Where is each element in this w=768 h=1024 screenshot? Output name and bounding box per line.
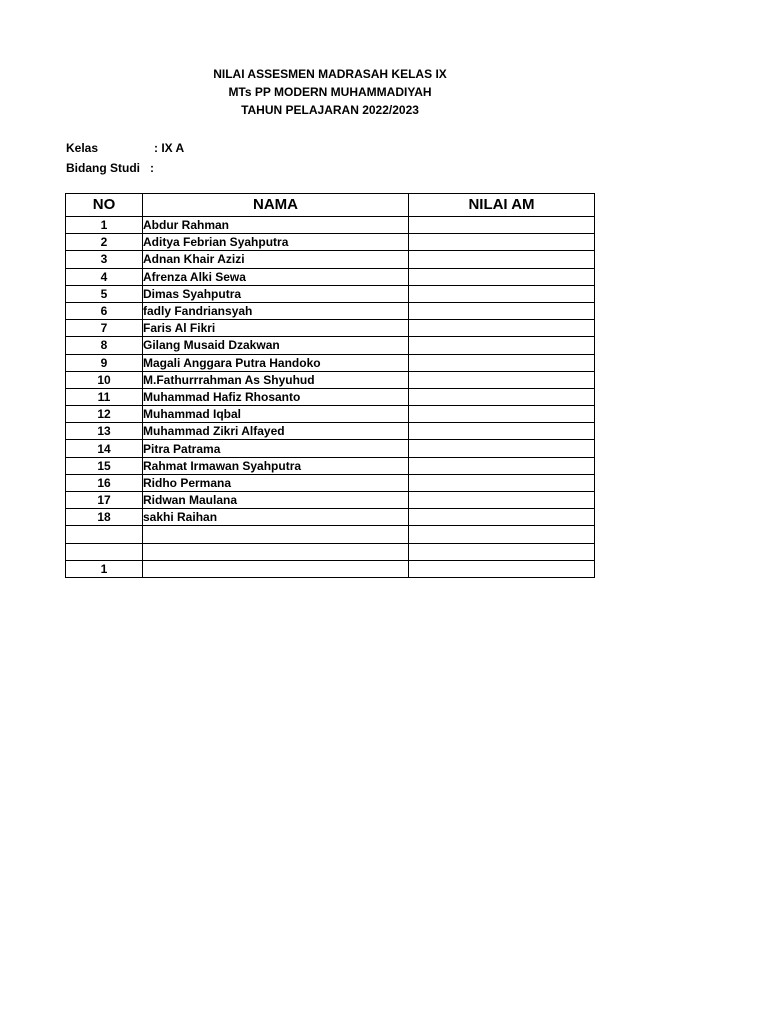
student-name: [143, 526, 409, 543]
grade-cell: [409, 406, 595, 423]
row-number: 15: [66, 457, 143, 474]
header-no: NO: [66, 194, 143, 217]
kelas-row: [66, 138, 184, 158]
student-name: Afrenza Alki Sewa: [143, 268, 409, 285]
kelas-label: Kelas: [66, 141, 99, 155]
table-row: [66, 388, 595, 405]
student-name: sakhi Raihan: [143, 509, 409, 526]
row-number: [66, 526, 143, 543]
row-number: 18: [66, 509, 143, 526]
header-year: TAHUN PELAJARAN 2022/2023: [241, 103, 419, 117]
student-name: Muhammad Iqbal: [143, 406, 409, 423]
row-number: [66, 543, 143, 560]
student-name: Abdur Rahman: [143, 217, 409, 234]
student-name: Gilang Musaid Dzakwan: [143, 337, 409, 354]
student-name: Dimas Syahputra: [143, 285, 409, 302]
row-number: 16: [66, 474, 143, 491]
row-number: 1: [66, 560, 143, 577]
table-row: [66, 440, 595, 457]
table-row: [66, 474, 595, 491]
table-row: [66, 371, 595, 388]
table-row: [66, 543, 595, 560]
grade-cell: [409, 440, 595, 457]
grade-cell: [409, 251, 595, 268]
grade-cell: [409, 509, 595, 526]
table-row: [66, 337, 595, 354]
student-name: [143, 543, 409, 560]
row-number: 8: [66, 337, 143, 354]
row-number: 10: [66, 371, 143, 388]
header-nilai: NILAI AM: [409, 194, 595, 217]
table-row: [66, 423, 595, 440]
grade-cell: [409, 423, 595, 440]
row-number: 3: [66, 251, 143, 268]
grade-cell: [409, 543, 595, 560]
row-number: 14: [66, 440, 143, 457]
student-name: fadly Fandriansyah: [143, 302, 409, 319]
student-name: Ridwan Maulana: [143, 492, 409, 509]
student-name: Muhammad Hafiz Rhosanto: [143, 388, 409, 405]
row-number: 6: [66, 302, 143, 319]
table-row: [66, 302, 595, 319]
student-name: Adnan Khair Azizi: [143, 251, 409, 268]
grade-cell: [409, 492, 595, 509]
student-name: Ridho Permana: [143, 474, 409, 491]
grade-cell: [409, 354, 595, 371]
kelas-value: : IX A: [154, 141, 185, 155]
table-row: [66, 560, 595, 577]
student-name: Magali Anggara Putra Handoko: [143, 354, 409, 371]
row-number: 1: [66, 217, 143, 234]
grade-cell: [409, 337, 595, 354]
grade-cell: [409, 217, 595, 234]
grades-table: [65, 193, 595, 578]
table-row: [66, 251, 595, 268]
row-number: 7: [66, 320, 143, 337]
table-row: [66, 492, 595, 509]
table-row: [66, 268, 595, 285]
student-name: [143, 560, 409, 577]
row-number: 4: [66, 268, 143, 285]
grade-cell: [409, 302, 595, 319]
table-row: [66, 457, 595, 474]
student-name: Pitra Patrama: [143, 440, 409, 457]
grade-cell: [409, 285, 595, 302]
table-body: [66, 217, 595, 578]
grade-cell: [409, 457, 595, 474]
table-row: [66, 406, 595, 423]
row-number: 9: [66, 354, 143, 371]
row-number: 13: [66, 423, 143, 440]
student-name: Aditya Febrian Syahputra: [143, 234, 409, 251]
row-number: 2: [66, 234, 143, 251]
bidang-value: :: [150, 161, 154, 175]
bidang-row: [66, 158, 184, 178]
grade-cell: [409, 388, 595, 405]
row-number: 11: [66, 388, 143, 405]
student-name: Muhammad Zikri Alfayed: [143, 423, 409, 440]
table-row: [66, 217, 595, 234]
row-number: 17: [66, 492, 143, 509]
table-row: [66, 526, 595, 543]
table-row: [66, 234, 595, 251]
table-row: [66, 354, 595, 371]
grade-cell: [409, 234, 595, 251]
table-row: [66, 285, 595, 302]
header-school: MTs PP MODERN MUHAMMADIYAH: [228, 85, 432, 99]
row-number: 5: [66, 285, 143, 302]
grade-cell: [409, 474, 595, 491]
bidang-label: Bidang Studi: [66, 161, 140, 175]
student-name: Faris Al Fikri: [143, 320, 409, 337]
class-info: [66, 138, 184, 178]
header-nama: NAMA: [143, 194, 409, 217]
table-row: [66, 320, 595, 337]
grade-cell: [409, 560, 595, 577]
student-name: Rahmat Irmawan Syahputra: [143, 457, 409, 474]
grade-cell: [409, 320, 595, 337]
row-number: 12: [66, 406, 143, 423]
grade-cell: [409, 268, 595, 285]
grade-cell: [409, 526, 595, 543]
document-header: [130, 65, 530, 119]
student-name: M.Fathurrrahman As Shyuhud: [143, 371, 409, 388]
header-title: NILAI ASSESMEN MADRASAH KELAS IX: [213, 67, 447, 81]
table-row: [66, 509, 595, 526]
grade-cell: [409, 371, 595, 388]
table-header-row: [66, 194, 595, 217]
